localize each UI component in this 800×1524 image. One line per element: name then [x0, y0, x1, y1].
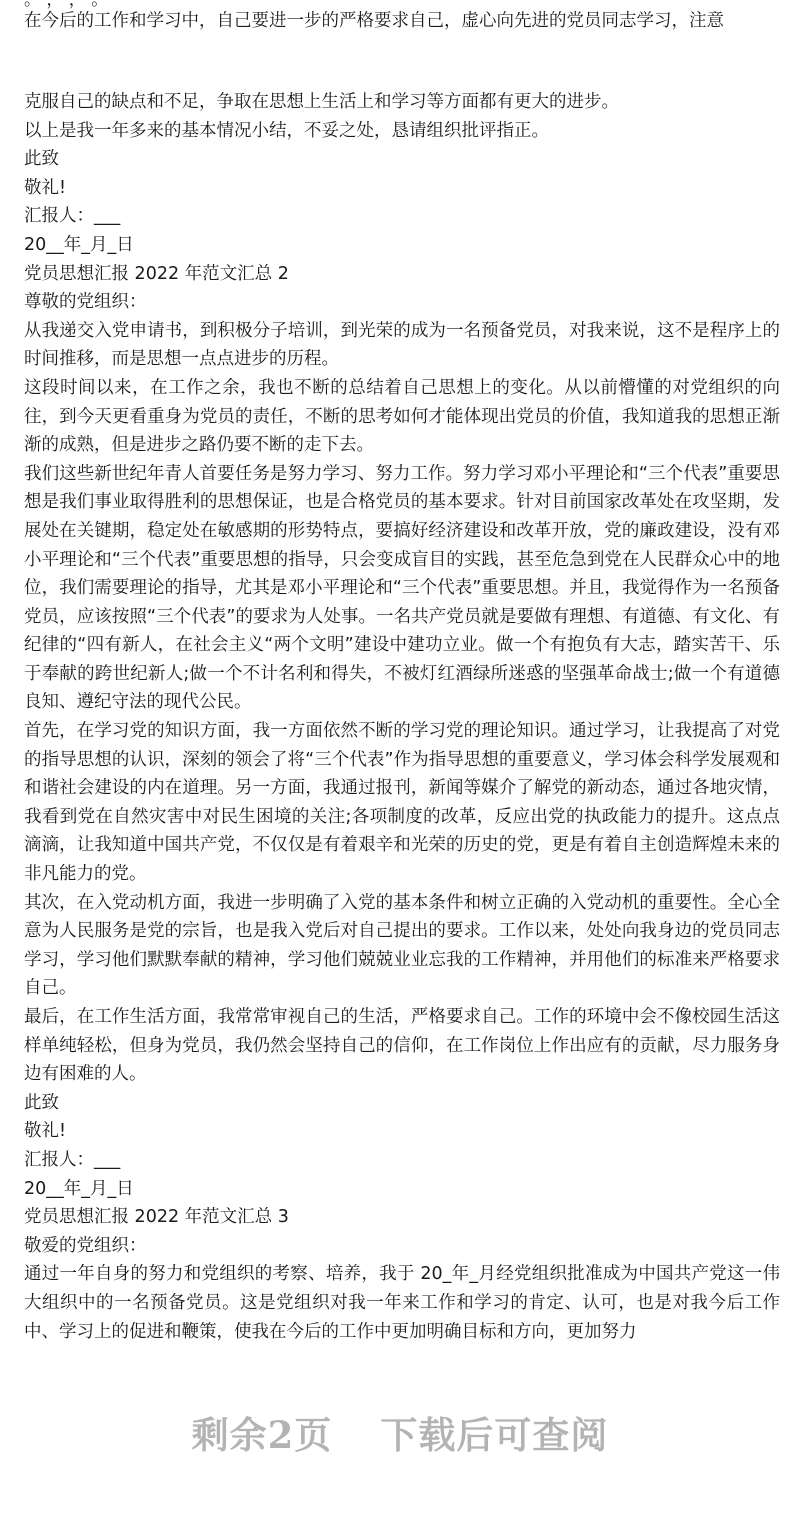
first-text-line: 在今后的工作和学习中，自己要进一步的严格要求自己，虚心向先进的党员同志学习，注意: [24, 11, 724, 31]
document-body: [24, 88, 780, 1346]
paragraph: 这段时间以来，在工作之余，我也不断的总结着自己思想上的变化。从以前懵懂的对党组织的向往，到今天更看重身为党员的责任，不断的思考如何才能体现出党员的价值，我知道我的思想正渐渐的成熟，但是进步之路仍要不断的走下去。: [24, 377, 780, 456]
paragraph: 最后，在工作生活方面，我常常审视自己的生活，严格要求自己。工作的环境中会不像校园生活这样单纯轻松，但身为党员，我仍然会坚持自己的信仰，在工作岗位上作出应有的贡献，尽力服务身边有困难的人。: [24, 1007, 780, 1085]
reporter-line: 汇报人：___: [24, 1149, 121, 1170]
paragraph: 从我递交入党申请书，到积极分子培训，到光荣的成为一名预备党员，对我来说，这不是程序上的时间推移，而是思想一点点进步的历程。: [24, 320, 780, 370]
salutation-respect: 敬礼!: [24, 1121, 67, 1142]
paragraph: 我们这些新世纪年青人首要任务是努力学习、努力工作。努力学习邓小平理论和“三个代表”重要思想是我们事业取得胜利的思想保证，也是合格党员的基本要求。针对目前国家改革处在攻坚期，发展处在关键期，稳定处在敏感期的形势特点，要搞好经济建设和改革开放，党的廉政建设，没有邓小平理论和“三个代表”重要思想的指导，只会变成盲目的实践，甚至危急到党在人民群众心中的地位，我们需要理论的指导，尤其是邓小平理论和“三个代表”重要思想。并且，我觉得作为一名预备党员，应该按照“三个代表”的要求为人处事。一名共产党员就是要做有理想、有道德、有文化、有纪律的“四有新人，在社会主义“两个文明”建设中建功立业。做一个有抱负有大志，踏实苦干、乐于奉献的跨世纪新人;做一个不计名利和得失，不被灯红酒绿所迷惑的坚强革命战士;做一个有道德良知、遵纪守法的现代公民。: [24, 463, 780, 713]
reporter-line: 汇报人：___: [24, 206, 121, 227]
date-line: 20__年_月_日: [24, 234, 134, 255]
remaining-pages-text[interactable]: 剩余2页: [191, 1413, 333, 1457]
page-top-cutoff: [0, 0, 800, 10]
paragraph: 以上是我一年多来的基本情况小结，不妥之处，恳请组织批评指正。: [24, 120, 549, 141]
salutation-closing: 此致: [24, 149, 59, 170]
salutation-closing: 此致: [24, 1092, 59, 1113]
download-to-view-text[interactable]: 下载后可查阅: [380, 1413, 609, 1457]
paragraph: 其次，在入党动机方面，我进一步明确了入党的基本条件和树立正确的入党动机的重要性。全心全意为人民服务是党的宗旨，也是我入党后对自己提出的要求。工作以来，处处向我身边的党员同志学习，学习他们默默奉献的精神，学习他们兢兢业业忘我的工作精神，并用他们的标准来严格要求自己。: [24, 892, 780, 999]
greeting: 尊敬的党组织：: [24, 292, 147, 313]
section-title: 党员思想汇报 2022 年范文汇总 2: [24, 263, 289, 284]
paywall-banner[interactable]: [0, 1405, 800, 1459]
paragraph: 首先，在学习党的知识方面，我一方面依然不断的学习党的理论知识。通过学习，让我提高了对党的指导思想的认识，深刻的领会了将“三个代表”作为指导思想的重要意义，学习体会科学发展观和和谐社会建设的内在道理。另一方面，我通过报刊，新闻等媒介了解党的新动态，通过各地灾情，我看到党在自然灾害中对民生困境的关注;各项制度的改革，反应出党的执政能力的提升。这点点滴滴，让我知道中国共产党，不仅仅是有着艰辛和光荣的历史的党，更是有着自主创造辉煌未来的非凡能力的党。: [24, 721, 780, 885]
section-title: 党员思想汇报 2022 年范文汇总 3: [24, 1207, 289, 1228]
paragraph: 克服自己的缺点和不足，争取在思想上生活上和学习等方面都有更大的进步。: [24, 92, 619, 112]
cut-off-text-line: 。 ， ， 。: [24, 0, 109, 10]
greeting: 敬爱的党组织：: [24, 1235, 147, 1256]
paragraph: 通过一年自身的努力和党组织的考察、培养，我于 20_年_月经党组织批准成为中国共产党这一伟大组织中的一名预备党员。这是党组织对我一年来工作和学习的肯定、认可，也是对我今后工作中、学习上的促进和鞭策，使我在今后的工作中更加明确目标和方向，更加努力: [24, 1264, 780, 1342]
salutation-respect: 敬礼!: [24, 177, 67, 198]
date-line: 20__年_月_日: [24, 1178, 134, 1199]
